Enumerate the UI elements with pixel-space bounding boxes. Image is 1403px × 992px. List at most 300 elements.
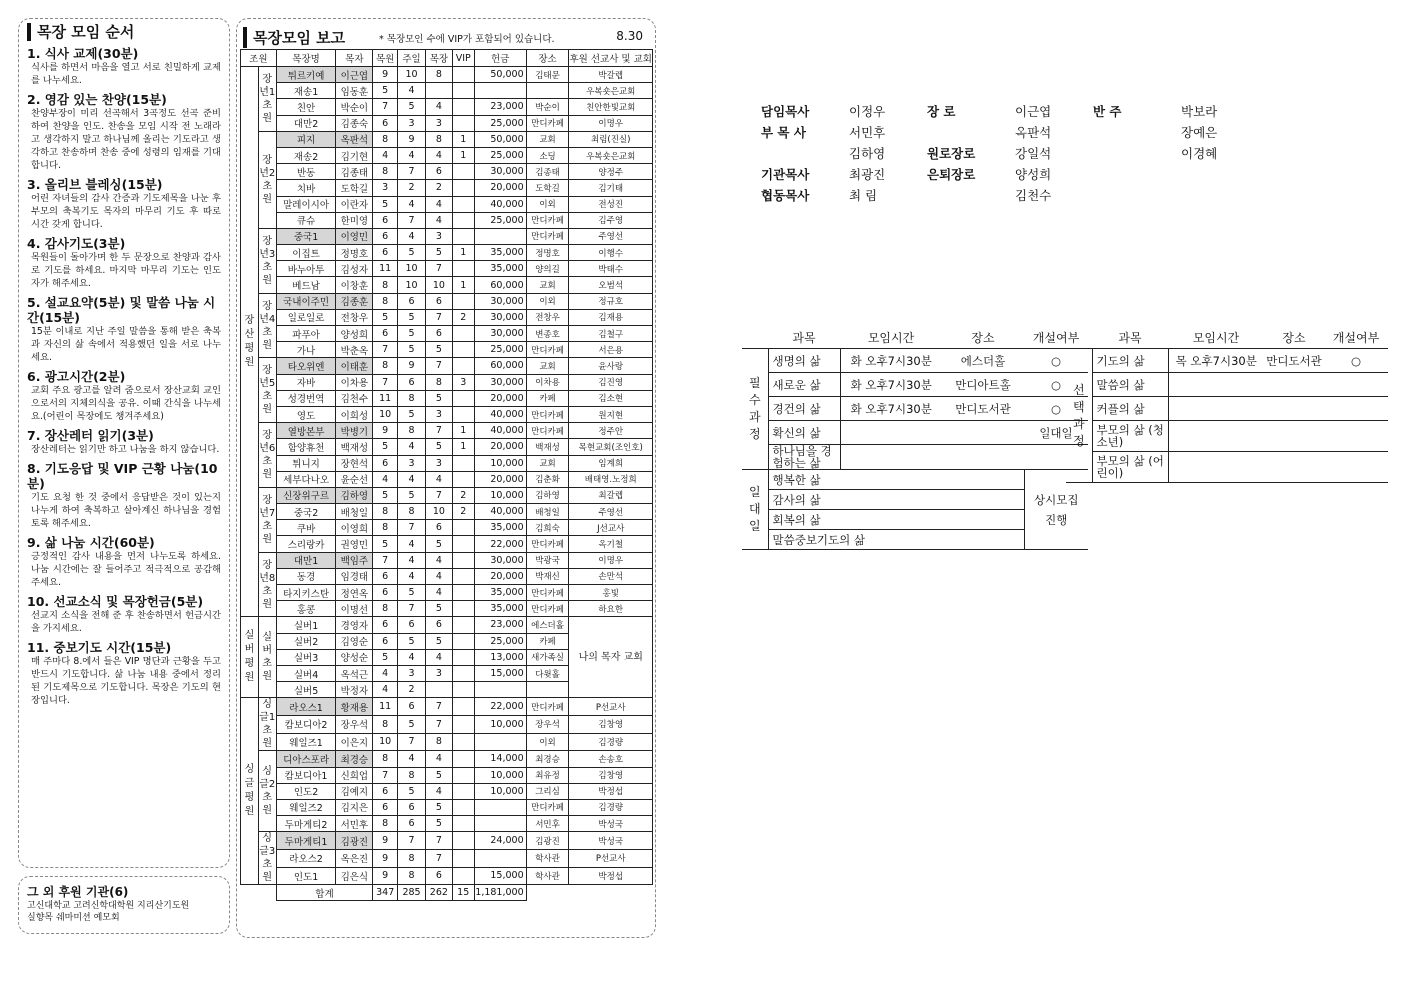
mokjang-name: 대만1: [276, 552, 336, 568]
place: 교회: [526, 131, 569, 147]
offering: 10,000: [474, 487, 526, 503]
members: 5: [373, 309, 398, 325]
staff-row: [757, 100, 1255, 121]
meeting-order-steps: [27, 46, 221, 707]
cluster-name: 장년1초원: [258, 67, 276, 132]
staff-role: [757, 142, 845, 163]
place: 도학길: [526, 180, 569, 196]
mokjang-name: 국내이주민: [276, 293, 336, 309]
mokjang-name: 캄보디아2: [276, 715, 336, 733]
vip: [452, 471, 474, 487]
mokjang: 6: [425, 520, 452, 536]
support-church: 김소현: [569, 390, 653, 406]
mokjang-name: 실버2: [276, 633, 336, 649]
mokjang-name: 튀니지: [276, 455, 336, 471]
parish-name: 실버평원: [241, 617, 259, 698]
report-header-cell: 목장명: [276, 50, 336, 67]
support-church: 박성국: [569, 816, 653, 832]
mokjang-name: 재송1: [276, 83, 336, 99]
vip: [452, 536, 474, 552]
support-church: 손송호: [569, 751, 653, 767]
course-time: [1168, 421, 1264, 452]
offering: 25,000: [474, 147, 526, 163]
members: 10: [373, 406, 398, 422]
members: 6: [373, 326, 398, 342]
members: 5: [373, 487, 398, 503]
vip: [452, 261, 474, 277]
mokjang-name: 피지: [276, 131, 336, 147]
mokjang-name: 중국1: [276, 228, 336, 244]
offering: 15,000: [474, 665, 526, 681]
mokjang-name: 자바: [276, 374, 336, 390]
sunday: 7: [398, 601, 426, 617]
vip: [452, 751, 474, 767]
report-row: [241, 131, 653, 147]
cluster-name: 실버초원: [258, 617, 276, 698]
place: 카페: [526, 633, 569, 649]
course-row: [742, 421, 1088, 445]
cluster-name: 장년6초원: [258, 423, 276, 488]
mokjang-name: 인도2: [276, 783, 336, 799]
leader: 도학길: [336, 180, 373, 196]
members: 5: [373, 649, 398, 665]
staff-name: 서민후: [849, 124, 886, 140]
members: 9: [373, 832, 398, 850]
offering: 23,000: [474, 99, 526, 115]
sunday: 7: [398, 520, 426, 536]
course-time: 목 오후7시30분: [1168, 349, 1264, 373]
support-church: 김경량: [569, 733, 653, 751]
course-header-cell: 개설여부: [1324, 326, 1388, 349]
vip: [452, 99, 474, 115]
total-members: 347: [373, 885, 398, 901]
support-church: 홍빛: [569, 585, 653, 601]
mokjang-name: 일로일로: [276, 309, 336, 325]
staff-row: [757, 163, 1255, 184]
step-title: 9. 삶 나눔 시간(60분): [27, 535, 155, 550]
leader: 김성자: [336, 261, 373, 277]
staff-name: 이경혜: [1181, 145, 1218, 161]
step-title: 7. 장산레터 읽기(3분): [27, 428, 154, 443]
vip: [452, 767, 474, 783]
support-church: 김경량: [569, 799, 653, 815]
support-church: J선교사: [569, 520, 653, 536]
staff-list: [757, 100, 1255, 205]
course-name: 부모의 삶 (청소년): [1092, 421, 1168, 452]
place: 정명호: [526, 245, 569, 261]
support-church: 김진영: [569, 374, 653, 390]
support-church: 최림(진실): [569, 131, 653, 147]
meeting-order-panel: [18, 18, 230, 868]
vip: [452, 585, 474, 601]
report-row: [241, 358, 653, 374]
mokjang-name: 실버4: [276, 665, 336, 681]
leader: 김지은: [336, 799, 373, 815]
report-date: 8.30: [616, 29, 643, 43]
support-church: 박갈렙: [569, 67, 653, 83]
support-orgs-line1: 고신대학교 고려신학대학원 지리산기도원: [27, 901, 190, 911]
vip: [452, 342, 474, 358]
course-row: [742, 397, 1088, 421]
vip: 2: [452, 487, 474, 503]
course-category: 일대일: [742, 470, 768, 550]
place: 배청일: [526, 504, 569, 520]
leader: 김하영: [336, 487, 373, 503]
offering: 25,000: [474, 212, 526, 228]
sunday: 4: [398, 439, 426, 455]
vip: 1: [452, 131, 474, 147]
report-row: [241, 568, 653, 584]
report-row: [241, 536, 653, 552]
sunday: 5: [398, 783, 426, 799]
course-row: [1066, 452, 1388, 483]
mokjang-name: 타지키스탄: [276, 585, 336, 601]
members: 10: [373, 733, 398, 751]
course-open: ○: [1024, 397, 1088, 421]
place: 에스더홀: [526, 617, 569, 633]
report-row: [241, 293, 653, 309]
place: 최유정: [526, 767, 569, 783]
mokjang: 5: [425, 536, 452, 552]
leader: 이란자: [336, 196, 373, 212]
mokjang: 4: [425, 552, 452, 568]
step-desc: 긍정적인 감사 내용을 먼저 나누도록 하세요. 나눔 시간에는 잘 들어주고 적극적으로 공감해 주세요.: [31, 551, 221, 588]
leader: 김광진: [336, 832, 373, 850]
sunday: 9: [398, 358, 426, 374]
offering: 20,000: [474, 439, 526, 455]
members: 5: [373, 536, 398, 552]
step-desc: 장산레터는 읽기만 하고 나눔을 하지 않습니다.: [31, 444, 220, 455]
offering: 23,000: [474, 617, 526, 633]
step-title: 4. 감사기도(3분): [27, 236, 126, 251]
staff-name: 이정우: [849, 103, 886, 119]
cluster-name: 싱글2초원: [258, 751, 276, 832]
report-row: [241, 277, 653, 293]
mokjang: 2: [425, 180, 452, 196]
vip: [452, 180, 474, 196]
support-church: 주영선: [569, 228, 653, 244]
step-desc: 찬양부장이 미리 선곡해서 3곡정도 선곡 준비하여 찬양을 인도. 찬송을 모임 시작 전 노래라고 생각하지 말고 하나님께 올리는 기도라고 생각하고 찬송하며 찬송 중에 성령의 임재를 기대합니다.: [31, 108, 221, 171]
report-row: [241, 733, 653, 751]
staff-role: [923, 121, 1011, 142]
course-name: 생명의 삶: [768, 349, 840, 373]
place: 카페: [526, 390, 569, 406]
offering: 60,000: [474, 358, 526, 374]
sunday: 5: [398, 99, 426, 115]
mokjang-name: 동경: [276, 568, 336, 584]
leader: 이영민: [336, 228, 373, 244]
vip: 1: [452, 277, 474, 293]
members: 8: [373, 504, 398, 520]
staff-name: 장예은: [1181, 124, 1218, 140]
sunday: 4: [398, 649, 426, 665]
place: 학사관: [526, 867, 569, 885]
mokjang: 8: [425, 374, 452, 390]
mokjang: 8: [425, 67, 452, 83]
report-row: [241, 67, 653, 83]
mokjang: 8: [425, 131, 452, 147]
leader: 윤순선: [336, 471, 373, 487]
mokjang: 7: [425, 487, 452, 503]
course-place: [1264, 397, 1324, 421]
course-time: 화 오후7시30분: [840, 349, 942, 373]
leader: 임동훈: [336, 83, 373, 99]
course-name: 커플의 삶: [1092, 397, 1168, 421]
support-church: 김주영: [569, 212, 653, 228]
mokjang: 7: [425, 698, 452, 716]
report-row: [241, 698, 653, 716]
support-church: 하요한: [569, 601, 653, 617]
report-row: [241, 147, 653, 163]
mokjang-name: 친안: [276, 99, 336, 115]
mokjang: 7: [425, 309, 452, 325]
support-church: 김기태: [569, 180, 653, 196]
report-row: [241, 552, 653, 568]
support-church: 김창영: [569, 715, 653, 733]
mokjang: 4: [425, 99, 452, 115]
course-row: [1066, 373, 1388, 397]
elective-courses-table: [1066, 326, 1388, 483]
report-title: 목장모임 보고: [243, 27, 345, 48]
total-vip: 15: [452, 885, 474, 901]
course-row: [742, 445, 1088, 470]
place: 다윗홀: [526, 665, 569, 681]
vip: [452, 617, 474, 633]
sunday: 5: [398, 342, 426, 358]
support-church: 친안한빛교회: [569, 99, 653, 115]
offering: 30,000: [474, 293, 526, 309]
offering: 20,000: [474, 471, 526, 487]
report-row: [241, 799, 653, 815]
leader: 신희업: [336, 767, 373, 783]
offering: 24,000: [474, 832, 526, 850]
course-place: [1264, 452, 1324, 483]
leader: 박병기: [336, 423, 373, 439]
cluster-name: 싱글1초원: [259, 699, 276, 750]
staff-name: 최광진: [849, 166, 886, 182]
members: 6: [373, 783, 398, 799]
mokjang: 5: [425, 633, 452, 649]
leader: 김예지: [336, 783, 373, 799]
leader: 정연옥: [336, 585, 373, 601]
step-desc: 목원들이 돌아가며 한 두 문장으로 찬양과 감사로 기도를 하세요. 마지막 마무리 기도는 인도자가 해주세요.: [31, 252, 221, 289]
mokjang-name: 중국2: [276, 504, 336, 520]
sunday: 4: [398, 196, 426, 212]
mokjang: 4: [425, 147, 452, 163]
mokjang: 5: [425, 799, 452, 815]
support-church: P선교사: [569, 849, 653, 867]
offering: 60,000: [474, 277, 526, 293]
vip: [452, 83, 474, 99]
staff-name: 박보라: [1181, 103, 1218, 119]
sunday: 8: [398, 849, 426, 867]
offering: 10,000: [474, 767, 526, 783]
offering: 10,000: [474, 715, 526, 733]
sunday: 4: [398, 751, 426, 767]
report-row: [241, 115, 653, 131]
offering: 13,000: [474, 649, 526, 665]
total-mokjang: 262: [425, 885, 452, 901]
support-church: P선교사: [569, 698, 653, 716]
leader: 서민후: [336, 816, 373, 832]
sunday: 6: [398, 293, 426, 309]
mokjang-name: 두마게티1: [276, 832, 336, 850]
mokjang: 5: [425, 342, 452, 358]
offering: 25,000: [474, 342, 526, 358]
members: 6: [373, 115, 398, 131]
report-row: [241, 180, 653, 196]
staff-name: 김하영: [849, 145, 886, 161]
step-desc: 식사를 하면서 마음을 열고 서로 친밀하게 교제를 나누세요.: [31, 62, 221, 86]
mokjang: 4: [425, 585, 452, 601]
members: 8: [373, 816, 398, 832]
vip: 1: [452, 245, 474, 261]
vip: [452, 698, 474, 716]
meeting-order-title: 목장 모임 순서: [27, 23, 221, 41]
report-row: [241, 504, 653, 520]
members: 11: [373, 390, 398, 406]
support-church: 이명우: [569, 552, 653, 568]
vip: [452, 67, 474, 83]
sunday: 6: [398, 617, 426, 633]
staff-row: [757, 142, 1255, 163]
mokjang-name: 바누아투: [276, 261, 336, 277]
place: 만디카페: [526, 601, 569, 617]
support-church: 최갈렙: [569, 487, 653, 503]
support-church: 배태영.노정희: [569, 471, 653, 487]
mokjang-name: 성경번역: [276, 390, 336, 406]
sunday: 3: [398, 665, 426, 681]
mokjang: 6: [425, 326, 452, 342]
staff-name: 강일석: [1015, 145, 1052, 161]
cluster-name: 장년8초원: [258, 552, 276, 617]
course-time: [1168, 373, 1264, 397]
sunday: 5: [398, 245, 426, 261]
support-church: 오범석: [569, 277, 653, 293]
leader: 이근엽: [336, 67, 373, 83]
course-open: ○: [1024, 373, 1088, 397]
place: 만디카페: [526, 212, 569, 228]
support-orgs-title: 그 외 후원 기관(6): [27, 885, 129, 899]
support-church: 나의 목자 교회: [569, 617, 653, 698]
sunday: 3: [398, 455, 426, 471]
total-offering: 1,181,000: [474, 885, 526, 901]
members: 8: [373, 164, 398, 180]
place: 박광국: [526, 552, 569, 568]
support-church: 목현교회(조인호): [569, 439, 653, 455]
mokjang-name: 캄보디아1: [276, 767, 336, 783]
course-time: 화 오후7시30분: [840, 373, 942, 397]
course-category: 필수과정: [742, 349, 768, 470]
mokjang: 6: [425, 164, 452, 180]
support-church: 박정섭: [569, 867, 653, 885]
vip: [452, 816, 474, 832]
vip: 1: [452, 439, 474, 455]
offering: 10,000: [474, 783, 526, 799]
place: 김희숙: [526, 520, 569, 536]
mokjang-name: 홍콩: [276, 601, 336, 617]
members: 6: [373, 455, 398, 471]
members: 8: [373, 277, 398, 293]
leader: 배청일: [336, 504, 373, 520]
mokjang: 5: [425, 390, 452, 406]
report-row: [241, 487, 653, 503]
offering: [474, 733, 526, 751]
staff-role: [1089, 163, 1177, 184]
course-open: ○: [1024, 349, 1088, 373]
place: 만디카페: [526, 799, 569, 815]
course-name: 말씀중보기도의 삶: [768, 530, 1024, 550]
mokjang: 4: [425, 783, 452, 799]
sunday: 5: [398, 309, 426, 325]
place: 새가족실: [526, 649, 569, 665]
parish-name: 싱글평원: [241, 698, 259, 885]
place: 김광진: [526, 832, 569, 850]
sunday: 5: [398, 326, 426, 342]
offering: 40,000: [474, 423, 526, 439]
vip: [452, 212, 474, 228]
mokjang: 7: [425, 849, 452, 867]
course-row: [1066, 421, 1388, 452]
place: 김종태: [526, 164, 569, 180]
place: 김춘화: [526, 471, 569, 487]
sunday: 7: [398, 212, 426, 228]
support-church: 원지현: [569, 406, 653, 422]
vip: [452, 849, 474, 867]
leader: 박춘옥: [336, 342, 373, 358]
mokjang: 5: [425, 439, 452, 455]
sunday: 10: [398, 277, 426, 293]
report-row: [241, 832, 653, 850]
sunday: 9: [398, 131, 426, 147]
required-courses-table: [742, 326, 1088, 550]
place: 교회: [526, 277, 569, 293]
report-row: [241, 374, 653, 390]
staff-role: 장 로: [927, 103, 956, 119]
sunday: 5: [398, 406, 426, 422]
offering: 30,000: [474, 164, 526, 180]
step-title: 6. 광고시간(2분): [27, 369, 126, 384]
course-open: [1324, 452, 1388, 483]
place: 박순이: [526, 99, 569, 115]
staff-role: [1089, 121, 1177, 142]
sunday: 8: [398, 423, 426, 439]
place: 김태문: [526, 67, 569, 83]
course-row: [1066, 397, 1388, 421]
mokjang: 3: [425, 665, 452, 681]
leader: 김종숙: [336, 115, 373, 131]
mokjang-name: 열방본부: [276, 423, 336, 439]
sunday: 5: [398, 487, 426, 503]
staff-role: 원로장로: [927, 145, 976, 161]
course-open: 일대일: [1024, 421, 1088, 445]
report-header-cell: 후원 선교사 및 교회: [569, 50, 653, 67]
staff-role: 기관목사: [761, 166, 810, 182]
members: 11: [373, 698, 398, 716]
members: 6: [373, 799, 398, 815]
place: 만디카페: [526, 698, 569, 716]
mokjang: 10: [425, 504, 452, 520]
leader: 양성순: [336, 649, 373, 665]
offering: 35,000: [474, 520, 526, 536]
report-row: [241, 439, 653, 455]
place: [526, 682, 569, 698]
sunday: 4: [398, 147, 426, 163]
place: 만디카페: [526, 406, 569, 422]
members: 8: [373, 751, 398, 767]
report-row: [241, 601, 653, 617]
members: 6: [373, 617, 398, 633]
